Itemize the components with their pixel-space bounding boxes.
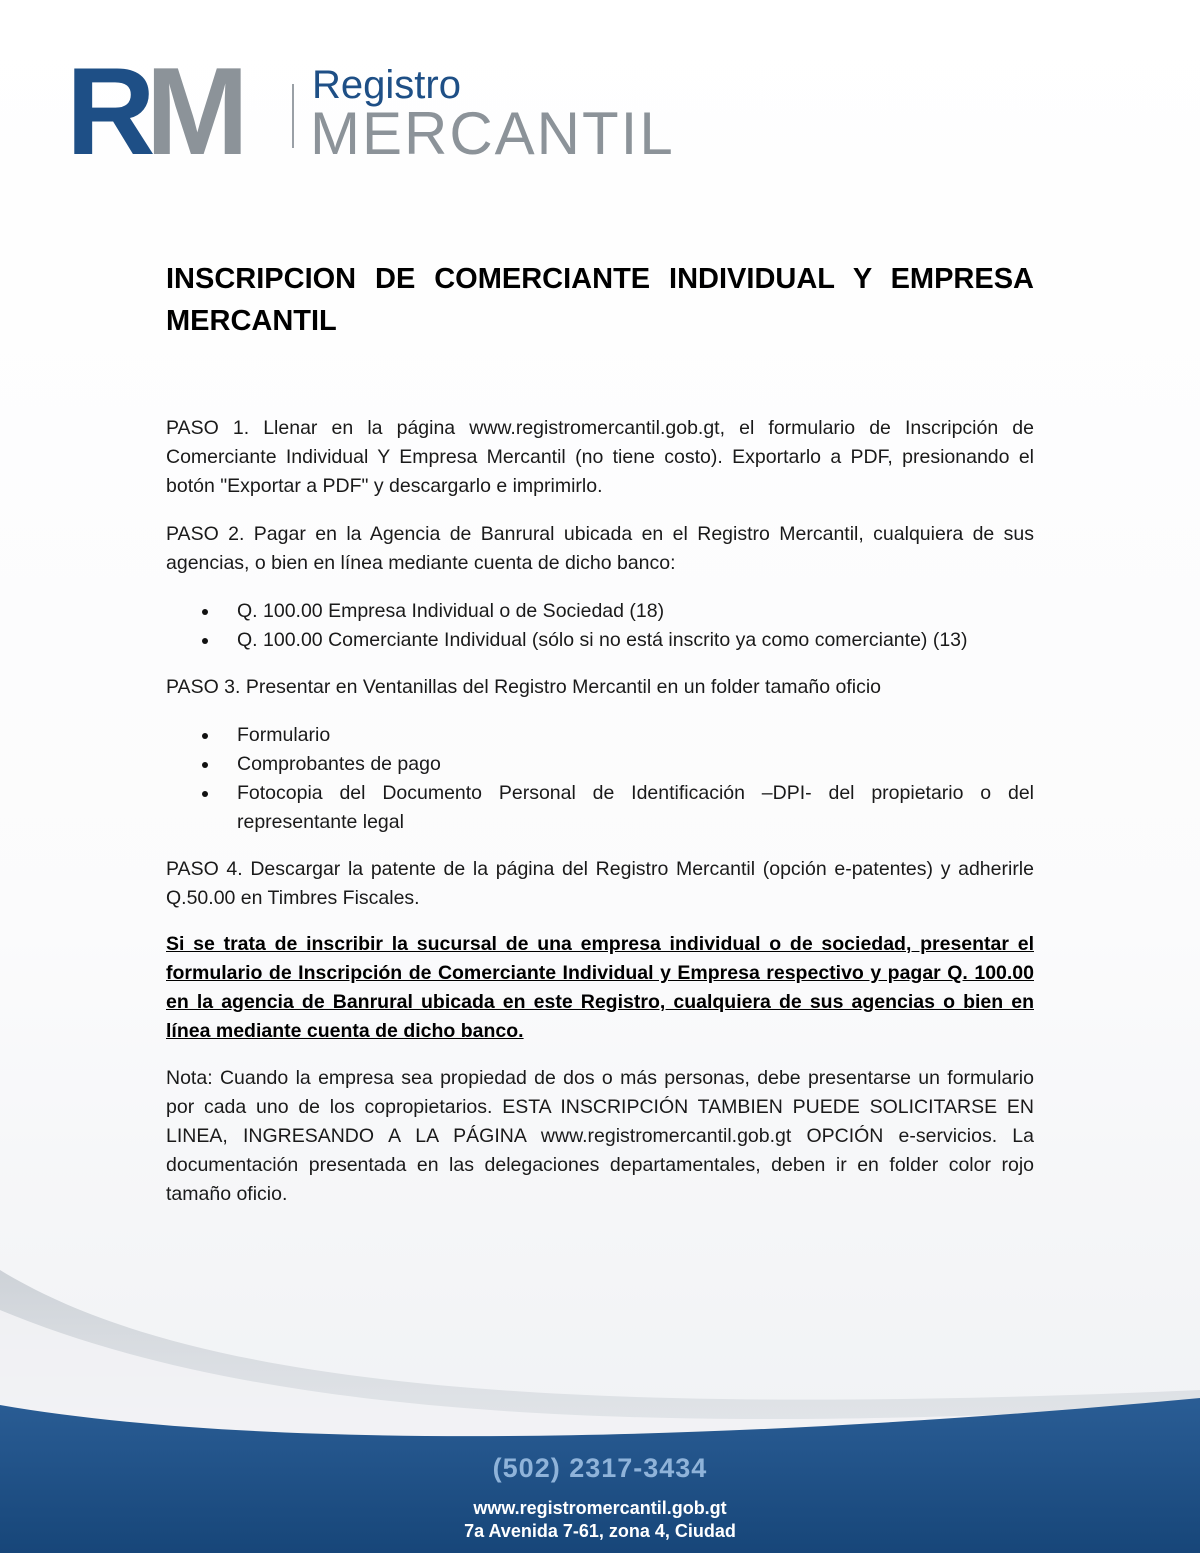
list-item	[166, 626, 1034, 655]
step-2-payment-list	[166, 597, 1034, 655]
list-item-text: Comprobantes de pago	[237, 753, 441, 775]
list-item	[166, 750, 1034, 779]
step-2-paragraph: PASO 2. Pagar en la Agencia de Banrural ubicada en el Registro Mercantil, cualquiera de sus agencias, o bien en línea mediante cuenta de dicho banco:	[166, 523, 1034, 574]
list-item-text: Q. 100.00 Empresa Individual o de Sociedad (18)	[237, 600, 665, 622]
step-3-documents-list	[166, 721, 1034, 837]
step-4-paragraph: PASO 4. Descargar la patente de la página del Registro Mercantil (opción e-patentes) y adherirle Q.50.00 en Timbres Fiscales.	[166, 858, 1034, 909]
list-item	[166, 597, 1034, 626]
footer-phone: (502) 2317-3434	[492, 1453, 708, 1483]
list-item-text: Fotocopia del Documento Personal de Identificación –DPI- del propietario o del representante legal	[237, 782, 1034, 833]
bullet-icon	[202, 791, 208, 797]
list-item	[166, 779, 1034, 837]
list-item	[166, 721, 1034, 750]
branch-registration-note: Si se trata de inscribir la sucursal de una empresa individual o de sociedad, presentar el formulario de Inscripción de Comerciante Individual y Empresa respectivo y pagar Q. 100.00 en la agencia de Banrural ubicada en este Registro, cualquiera de sus agencias o bien en línea mediante cuenta de dicho banco.	[166, 933, 1034, 1042]
footer-website-link[interactable]: www.registromercantil.gob.gt	[473, 1498, 727, 1518]
logo-letter-r: R	[66, 43, 146, 181]
logo-text-mercantil: MERCANTIL	[310, 100, 675, 167]
step-3-paragraph: PASO 3. Presentar en Ventanillas del Registro Mercantil en un folder tamaño oficio	[166, 676, 882, 698]
bullet-icon	[202, 762, 208, 768]
list-item-text: Q. 100.00 Comerciante Individual (sólo si no está inscrito ya como comerciante) (13)	[237, 629, 968, 651]
logo-monogram	[66, 43, 239, 181]
logo-divider	[292, 84, 294, 148]
bullet-icon	[202, 638, 208, 644]
logo-text-registro: Registro	[312, 63, 461, 107]
document-body	[166, 258, 1034, 1209]
document-title: INSCRIPCION DE COMERCIANTE INDIVIDUAL Y EMPRESA MERCANTIL	[166, 263, 1034, 337]
bullet-icon	[202, 733, 208, 739]
bullet-icon	[202, 609, 208, 615]
footer-address: 7a Avenida 7-61, zona 4, Ciudad	[464, 1521, 736, 1541]
logo-letter-m: M	[145, 43, 239, 181]
nota-paragraph: Nota: Cuando la empresa sea propiedad de dos o más personas, debe presentarse un formulario por cada uno de los copropietarios. ESTA INSCRIPCIÓN TAMBIEN PUEDE SOLICITARSE EN LINEA, INGRESANDO A LA PÁGINA www.registromercantil.gob.gt OPCIÓN e-servicios. La documentación presentada en las delegaciones departamentales, deben ir en folder color rojo tamaño oficio.	[166, 1067, 1034, 1205]
list-item-text: Formulario	[237, 724, 331, 746]
step-1-paragraph: PASO 1. Llenar en la página www.registromercantil.gob.gt, el formulario de Inscripción de Comerciante Individual Y Empresa Mercantil (no tiene costo). Exportarlo a PDF, presionando el botón "Exportar a PDF" y descargarlo e imprimirlo.	[166, 417, 1034, 497]
registro-mercantil-logo	[66, 43, 706, 181]
